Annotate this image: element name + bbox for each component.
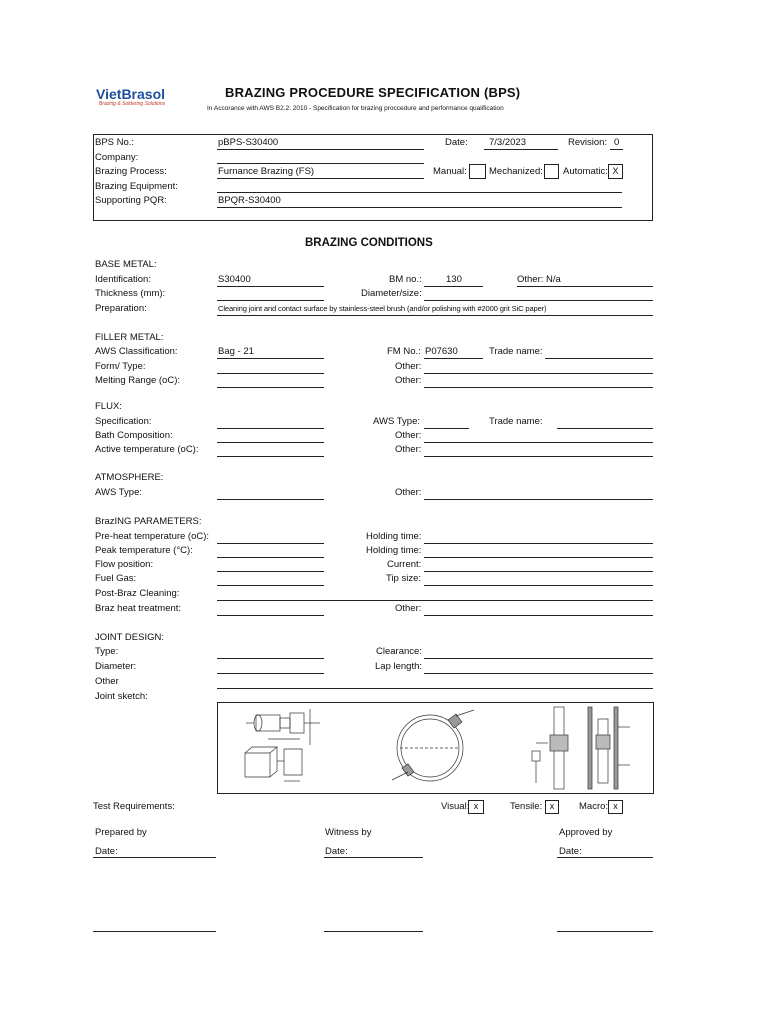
filler-trade-name-label: Trade name: [489, 346, 543, 357]
peak-temp-line [217, 557, 324, 558]
joint-type-label: Type: [95, 646, 119, 657]
joint-sketch-label: Joint sketch: [95, 691, 148, 702]
mechanized-checkbox[interactable] [544, 164, 559, 179]
bm-no-value: 130 [446, 274, 462, 285]
equipment-label: Brazing Equipment: [95, 181, 178, 192]
filler-metal-heading: FILLER METAL: [95, 332, 164, 343]
params-other-label: Other: [395, 603, 422, 614]
section-title: BRAZING CONDITIONS [305, 237, 433, 249]
flux-other2-line [424, 456, 653, 457]
fm-no-value: P07630 [425, 346, 458, 357]
prepared-by-label: Prepared by [95, 827, 147, 838]
fuel-gas-label: Fuel Gas: [95, 573, 137, 584]
approved-signature-line [557, 931, 653, 932]
automatic-label: Automatic: [563, 166, 608, 177]
logo-brand-brasol: Brasol [121, 86, 166, 102]
thickness-label: Thickness (mm): [95, 288, 166, 299]
company-label: Company: [95, 152, 139, 163]
test-requirements-label: Test Requirements: [93, 801, 175, 812]
bath-composition-line [217, 442, 324, 443]
flux-trade-name-line [557, 428, 653, 429]
form-type-line [217, 373, 324, 374]
peak-temp-label: Peak temperature (°C): [95, 545, 193, 556]
mechanized-label: Mechanized: [489, 166, 543, 177]
filler-other1-label: Other: [395, 361, 422, 372]
flux-trade-name-label: Trade name: [489, 416, 543, 427]
bm-other-line [517, 286, 653, 287]
filler-other2-label: Other: [395, 375, 422, 386]
logo-brand-viet: Viet [96, 86, 122, 102]
process-value: Furnance Brazing (FS) [218, 166, 315, 177]
bath-composition-label: Bath Composition: [95, 430, 173, 441]
lap-length-line [424, 673, 653, 674]
flow-position-line [217, 571, 324, 572]
post-braz-cleaning-label: Post-Braz Cleaning: [95, 588, 180, 599]
company-logo [96, 86, 165, 107]
filler-trade-name-line [545, 358, 653, 359]
current-line [424, 571, 653, 572]
preparation-label: Preparation: [95, 303, 147, 314]
approved-date-label: Date: [559, 846, 582, 857]
pqr-line [217, 207, 622, 208]
joint-other-line [217, 688, 653, 689]
approved-by-label: Approved by [559, 827, 613, 838]
page-subtitle: In Accorance with AWS B2.2: 2010 - Specification for brazing proccedure and performance qualification [207, 105, 504, 112]
witness-date-label: Date: [325, 846, 348, 857]
joint-other-label: Other [95, 676, 119, 687]
tip-size-label: Tip size: [386, 573, 422, 584]
witness-date-line [324, 857, 423, 858]
braz-heat-treatment-label: Braz heat treatment: [95, 603, 182, 614]
company-line [217, 163, 424, 164]
base-metal-heading: BASE METAL: [95, 259, 157, 270]
thickness-line [217, 300, 324, 301]
flow-position-label: Flow position: [95, 559, 154, 570]
holding-time1-label: Holding time: [366, 531, 422, 542]
bm-no-line [424, 286, 483, 287]
diameter-size-line [424, 300, 653, 301]
aws-class-line [217, 358, 324, 359]
visual-label: Visual: [441, 801, 470, 812]
params-heading: BrazING PARAMETERS: [95, 516, 202, 527]
melting-range-line [217, 387, 324, 388]
flux-other2-label: Other: [395, 444, 422, 455]
flux-spec-line [217, 428, 324, 429]
bps-no-label: BPS No.: [95, 137, 135, 148]
revision-line [610, 149, 623, 150]
diameter-size-label: Diameter/size: [361, 288, 422, 299]
preheat-line [217, 543, 324, 544]
atmosphere-aws-type-line [217, 499, 324, 500]
witness-by-label: Witness by [325, 827, 372, 838]
lap-joint-sketch [240, 705, 340, 791]
tip-size-line [424, 585, 653, 586]
pqr-value: BPQR-S30400 [218, 195, 281, 206]
approved-date-line [557, 857, 653, 858]
preparation-line [217, 315, 653, 316]
revision-label: Revision: [568, 137, 608, 148]
flux-other1-line [424, 442, 653, 443]
atmosphere-other-label: Other: [395, 487, 422, 498]
prepared-date-label: Date: [95, 846, 118, 857]
manual-checkbox[interactable] [469, 164, 486, 179]
atmosphere-other-line [424, 499, 653, 500]
post-braz-cleaning-line [217, 600, 653, 601]
filler-other1-line [424, 373, 653, 374]
holding-time1-line [424, 543, 653, 544]
tensile-label: Tensile: [510, 801, 543, 812]
identification-label: Identification: [95, 274, 151, 285]
flux-aws-type-line [424, 428, 469, 429]
tube-joint-sketch [518, 705, 638, 791]
aws-class-value: Bag - 21 [218, 346, 254, 357]
flux-heading: FLUX: [95, 401, 122, 412]
form-type-label: Form/ Type: [95, 361, 146, 372]
bps-no-line [217, 149, 424, 150]
witness-signature-line [324, 931, 423, 932]
joint-design-heading: JOINT DESIGN: [95, 632, 164, 643]
clearance-line [424, 658, 653, 659]
current-label: Current: [387, 559, 422, 570]
date-value: 7/3/2023 [489, 137, 526, 148]
tensile-checkbox[interactable]: x [545, 800, 559, 814]
process-line [217, 178, 424, 179]
page-title: BRAZING PROCEDURE SPECIFICATION (BPS) [225, 85, 521, 100]
equipment-line [217, 192, 622, 193]
flux-other1-label: Other: [395, 430, 422, 441]
clearance-label: Clearance: [376, 646, 422, 657]
active-temp-line [217, 456, 324, 457]
holding-time2-line [424, 557, 653, 558]
identification-value: S30400 [218, 274, 251, 285]
fm-no-line [424, 358, 483, 359]
macro-label: Macro: [579, 801, 609, 812]
identification-line [217, 286, 324, 287]
preparation-value: Cleaning joint and contact surface by stainless-steel brush (and/or polishing with #2000 grit SiC paper) [218, 304, 547, 313]
bm-other-label: Other: N/a [517, 274, 561, 285]
filler-other2-line [424, 387, 653, 388]
active-temp-label: Active temperature (oC): [95, 444, 199, 455]
holding-time2-label: Holding time: [366, 545, 422, 556]
preheat-label: Pre-heat temperature (oC): [95, 531, 210, 542]
automatic-checkbox[interactable]: X [608, 164, 623, 179]
braz-heat-treatment-line [217, 615, 324, 616]
flux-spec-label: Specification: [95, 416, 152, 427]
bm-no-label: BM no.: [389, 274, 422, 285]
date-line [484, 149, 558, 150]
visual-checkbox[interactable]: x [468, 800, 484, 814]
params-other-line [424, 615, 653, 616]
atmosphere-heading: ATMOSPHERE: [95, 472, 164, 483]
lap-length-label: Lap length: [375, 661, 423, 672]
macro-checkbox[interactable]: x [608, 800, 623, 814]
logo-tagline: Brazing & Soldering Solutions [99, 101, 166, 107]
bps-no-value: pBPS-S30400 [218, 137, 279, 148]
joint-diameter-line [217, 673, 324, 674]
process-label: Brazing Process: [95, 166, 167, 177]
aws-class-label: AWS Classification: [95, 346, 178, 357]
joint-type-line [217, 658, 324, 659]
joint-diameter-label: Diameter: [95, 661, 137, 672]
date-label: Date: [445, 137, 468, 148]
melting-range-label: Melting Range (oC): [95, 375, 181, 386]
atmosphere-aws-type-label: AWS Type: [95, 487, 142, 498]
flux-aws-type-label: AWS Type: [373, 416, 420, 427]
prepared-signature-line [93, 931, 216, 932]
pqr-label: Supporting PQR: [95, 195, 167, 206]
manual-label: Manual: [433, 166, 467, 177]
prepared-date-line [93, 857, 216, 858]
ring-joint-sketch [388, 706, 478, 790]
fuel-gas-line [217, 585, 324, 586]
revision-value: 0 [614, 137, 620, 148]
fm-no-label: FM No.: [387, 346, 421, 357]
